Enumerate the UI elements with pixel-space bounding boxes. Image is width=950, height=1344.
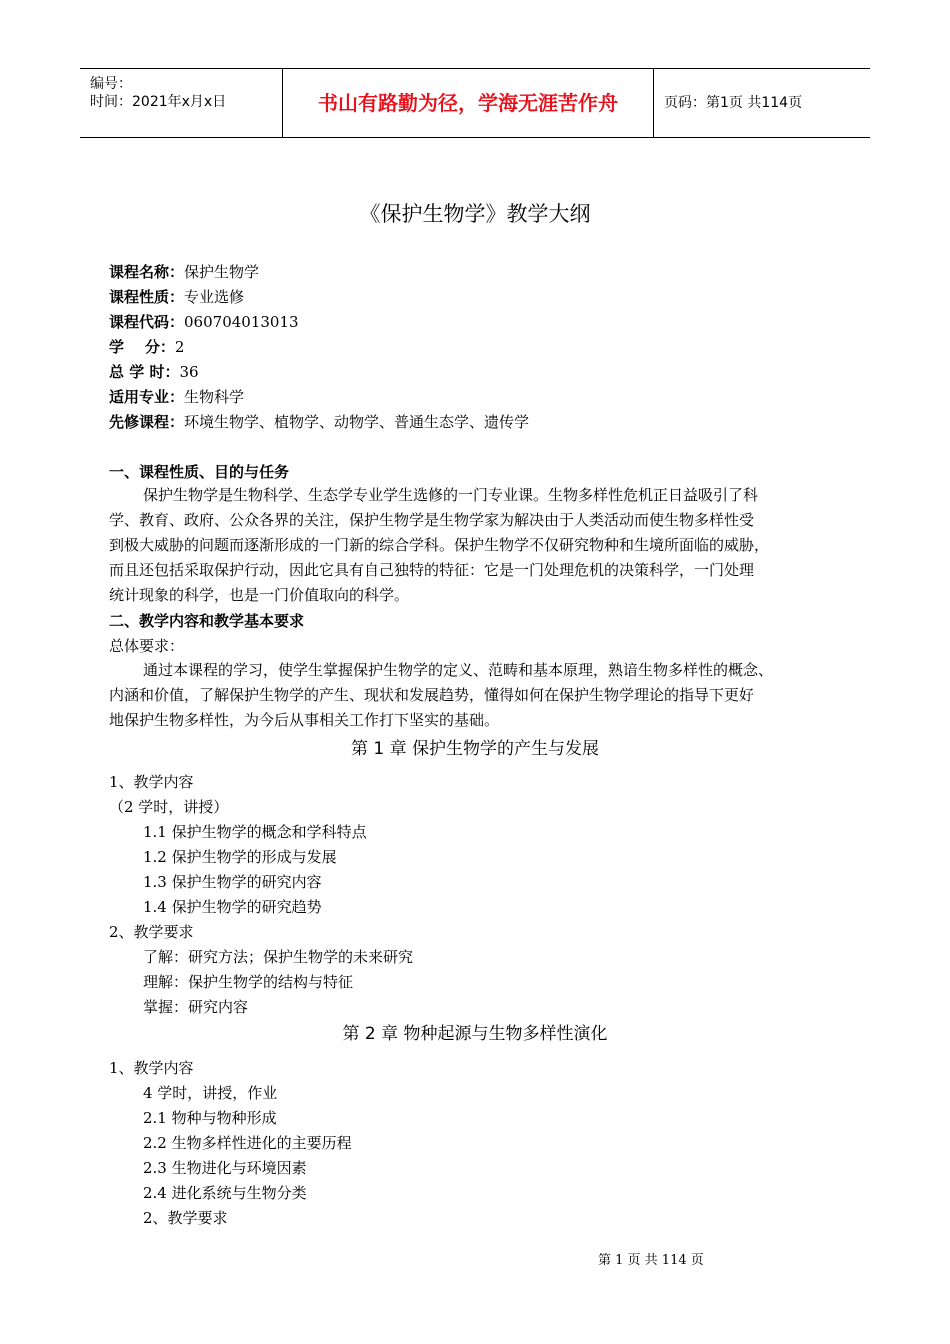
info-course-code: 课程代码：060704013013: [109, 313, 299, 331]
number-label: 编号：: [90, 76, 132, 92]
chapter1-item: 1.1 保护生物学的概念和学科特点: [143, 823, 367, 841]
section1-heading: 一、课程性质、目的与任务: [109, 463, 290, 481]
info-course-name: 课程名称：保护生物学: [109, 263, 260, 281]
chapter2-item: 2.2 生物多样性进化的主要历程: [143, 1134, 352, 1152]
chapter2-title: 第 2 章 物种起源与生物多样性演化: [342, 1024, 608, 1044]
info-major: 适用专业：生物科学: [109, 388, 245, 406]
header-page-info: 页码：第1页 共114页: [664, 95, 803, 111]
chapter1-requirement: 理解：保护生物学的结构与特征: [143, 973, 354, 991]
header-box: [80, 68, 870, 138]
section2-heading: 二、教学内容和教学基本要求: [109, 612, 305, 630]
info-hours: 总 学 时：36: [109, 363, 199, 381]
overall-requirement-label: 总体要求：: [109, 637, 185, 655]
page-footer: 第 1 页 共 114 页: [598, 1253, 704, 1268]
chapter1-title: 第 1 章 保护生物学的产生与发展: [350, 739, 600, 759]
chapter1-item: 1.4 保护生物学的研究趋势: [143, 898, 322, 916]
info-course-type: 课程性质：专业选修: [109, 288, 245, 306]
chapter1-item: 1.3 保护生物学的研究内容: [143, 873, 322, 891]
info-credits: 学 分：2: [109, 338, 185, 356]
header-meta: [80, 69, 283, 137]
date-label: 时间：2021年x月x日: [90, 94, 227, 110]
section2-paragraph: 通过本课程的学习，使学生掌握保护生物学的定义、范畴和基本原理，熟谙生物多样性的概念、 内涵和价值，了解保护生物学的产生、现状和发展趋势，懂得如何在保护生物学理论的指导下更好 地保护生物多样性，为今后从事相关工作打下坚实的基础。: [109, 661, 774, 729]
chapter1-item: 1.2 保护生物学的形成与发展: [143, 848, 337, 866]
chapter2-item: 2.4 进化系统与生物分类: [143, 1184, 307, 1202]
chapter2-item: 2.3 生物进化与环境因素: [143, 1159, 307, 1177]
header-motto: 书山有路勤为径，学海无涯苦作舟: [283, 69, 654, 137]
chapter2-item: 2.1 物种与物种形成: [143, 1109, 277, 1127]
chapter1-requirement: 掌握：研究内容: [143, 998, 249, 1016]
chapter2-content-label: 1、教学内容: [109, 1059, 194, 1077]
chapter2-requirement-label: 2、教学要求: [143, 1209, 228, 1227]
info-prerequisites: 先修课程：环境生物学、植物学、动物学、普通生态学、遗传学: [109, 413, 530, 431]
chapter1-content-label: 1、教学内容: [109, 773, 194, 791]
document-title: 《保护生物学》教学大纲: [359, 202, 591, 226]
section1-paragraph: 保护生物学是生物科学、生态学专业学生选修的一门专业课。生物多样性危机正日益吸引了科 学、教育、政府、公众各界的关注，保护生物学是生物学家为解决由于人类活动而使生物多样性受 到极大威胁的问题而逐渐形成的一门新的综合学科。保护生物学不仅研究物种和生境所面临的威胁， 而且还包括采取保护行动，因此它具有自己独特的特征：它是一门处理危机的决策科学，一门处理 统计现象的科学，也是一门价值取向的科学。: [109, 486, 770, 604]
chapter1-hours: （2 学时，讲授）: [109, 798, 229, 816]
chapter1-requirement: 了解：研究方法；保护生物学的未来研究: [143, 948, 414, 966]
chapter2-hours: 4 学时，讲授，作业: [143, 1084, 278, 1102]
chapter1-requirement-label: 2、教学要求: [109, 923, 194, 941]
